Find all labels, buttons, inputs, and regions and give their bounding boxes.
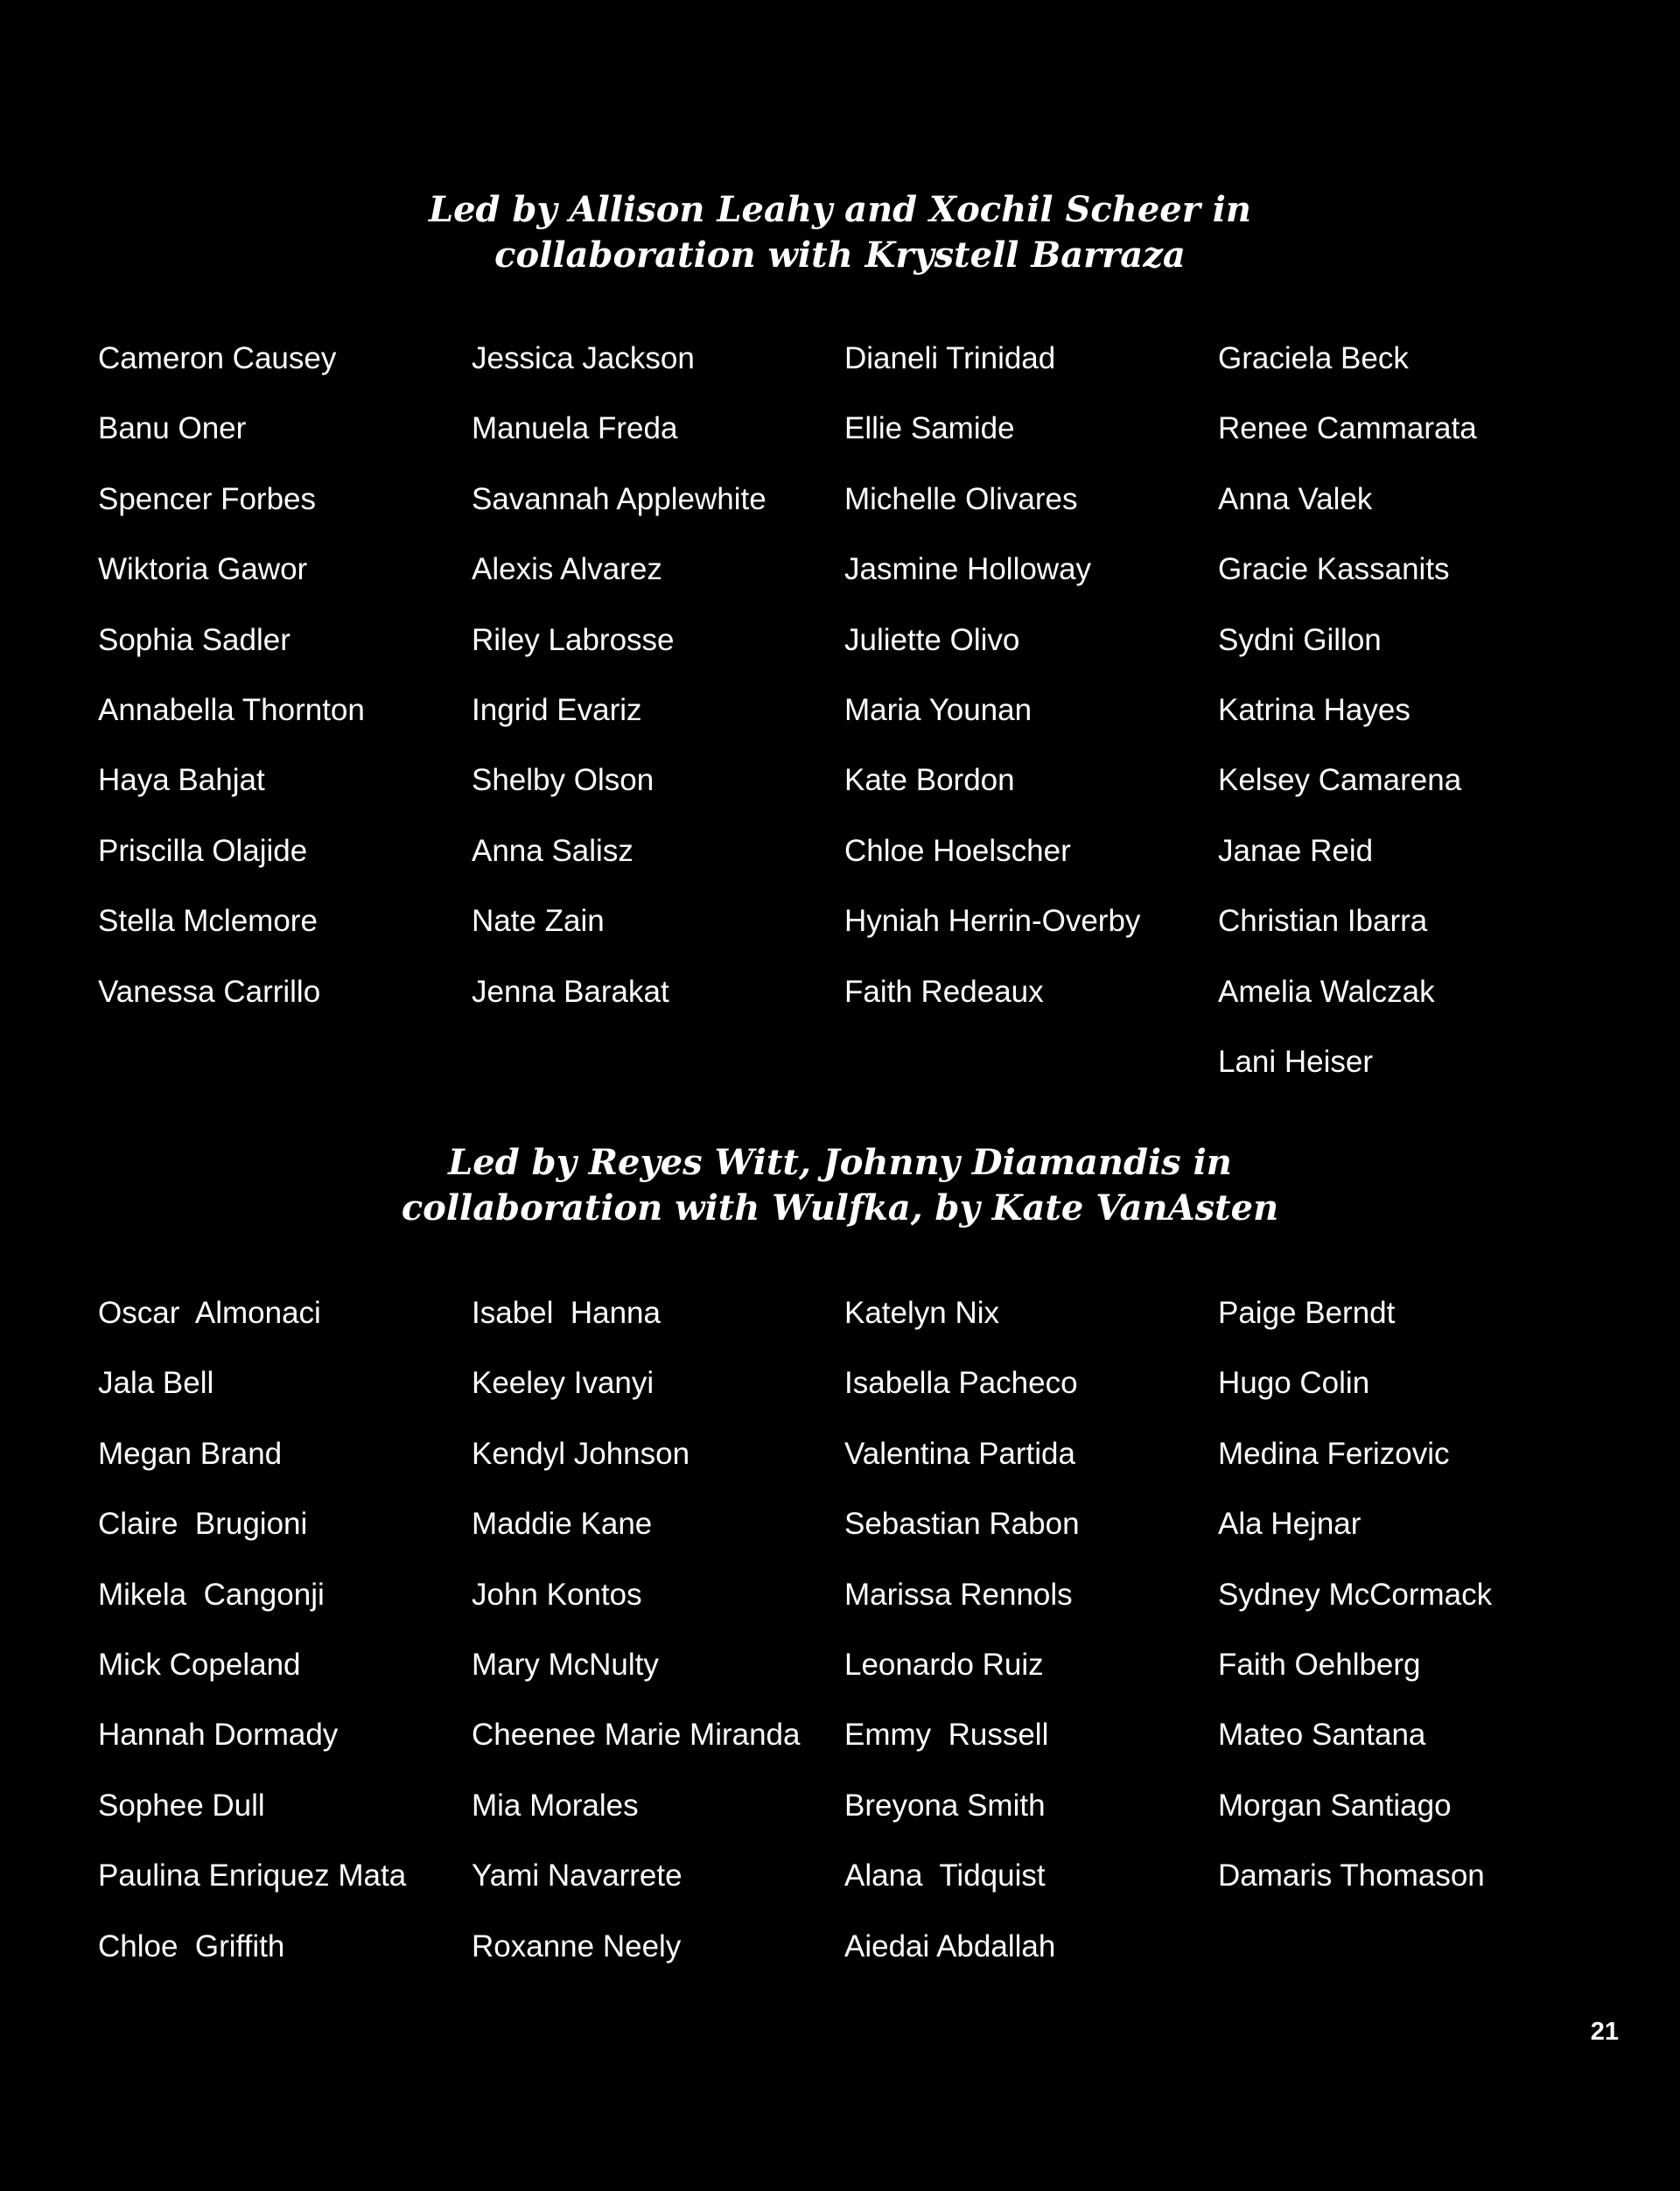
name-column bbox=[1218, 336, 1586, 1110]
person-name: Maddie Kane bbox=[472, 1507, 653, 1542]
person-name: Claire Brugioni bbox=[98, 1507, 308, 1542]
person-name: Keeley Ivanyi bbox=[472, 1366, 654, 1401]
person-name: Emmy Russell bbox=[844, 1718, 1049, 1753]
person-name: Isabella Pacheco bbox=[844, 1366, 1078, 1401]
person-name: Savannah Applewhite bbox=[472, 481, 766, 516]
person-name: Priscilla Olajide bbox=[98, 833, 308, 868]
person-name: Nate Zain bbox=[472, 904, 605, 939]
person-name: Haya Bahjat bbox=[98, 763, 265, 798]
person-name: Juliette Olivo bbox=[844, 622, 1020, 657]
person-name: Aiedai Abdallah bbox=[844, 1928, 1056, 1964]
person-name: Jessica Jackson bbox=[472, 341, 695, 375]
page-number: 21 bbox=[1590, 2018, 1619, 2046]
person-name: Sydni Gillon bbox=[1218, 622, 1382, 657]
person-name: Vanessa Carrillo bbox=[98, 974, 321, 1009]
person-name: Ala Hejnar bbox=[1218, 1507, 1362, 1542]
person-name: Jala Bell bbox=[98, 1366, 214, 1401]
person-name: Hyniah Herrin-Overby bbox=[844, 904, 1141, 939]
person-name: Yami Navarrete bbox=[472, 1858, 682, 1894]
person-name: Morgan Santiago bbox=[1218, 1788, 1452, 1823]
person-name: Spencer Forbes bbox=[98, 481, 317, 516]
name-column bbox=[844, 336, 1212, 1040]
person-name: Roxanne Neely bbox=[472, 1928, 682, 1964]
person-name: Maria Younan bbox=[844, 692, 1032, 727]
person-name: Jasmine Holloway bbox=[844, 552, 1092, 587]
person-name: Medina Ferizovic bbox=[1218, 1436, 1450, 1471]
person-name: Marissa Rennols bbox=[844, 1577, 1073, 1612]
person-name: Megan Brand bbox=[98, 1436, 283, 1471]
person-name: Gracie Kassanits bbox=[1218, 552, 1450, 587]
person-name: Paulina Enriquez Mata bbox=[98, 1858, 407, 1894]
person-name: Sophia Sadler bbox=[98, 622, 290, 657]
person-name: Chloe Hoelscher bbox=[844, 833, 1071, 868]
person-name: Cameron Causey bbox=[98, 341, 337, 375]
person-name: Shelby Olson bbox=[472, 763, 654, 798]
person-name: Anna Valek bbox=[1218, 481, 1373, 516]
person-name: Valentina Partida bbox=[844, 1436, 1075, 1471]
person-name: Chloe Griffith bbox=[98, 1928, 285, 1964]
person-name: Banu Oner bbox=[98, 411, 247, 446]
person-name: Mary McNulty bbox=[472, 1647, 659, 1682]
person-name: Christian Ibarra bbox=[1218, 904, 1428, 939]
person-name: Dianeli Trinidad bbox=[844, 341, 1056, 375]
heading-line: collaboration with Wulfka, by Kate VanAsten bbox=[401, 1187, 1279, 1228]
person-name: Kendyl Johnson bbox=[472, 1436, 690, 1471]
person-name: Oscar Almonaci bbox=[98, 1296, 321, 1330]
person-name: Mateo Santana bbox=[1218, 1718, 1426, 1753]
person-name: Kelsey Camarena bbox=[1218, 763, 1462, 798]
person-name: Alana Tidquist bbox=[844, 1858, 1046, 1894]
person-name: Breyona Smith bbox=[844, 1788, 1046, 1823]
person-name: Mick Copeland bbox=[98, 1647, 301, 1682]
person-name: Riley Labrosse bbox=[472, 622, 675, 657]
person-name: Sebastian Rabon bbox=[844, 1507, 1080, 1542]
person-name: Stella Mclemore bbox=[98, 904, 318, 939]
name-column bbox=[844, 1291, 1212, 1994]
person-name: Janae Reid bbox=[1218, 833, 1374, 868]
person-name: Paige Berndt bbox=[1218, 1296, 1396, 1330]
person-name: Alexis Alvarez bbox=[472, 552, 662, 587]
name-column bbox=[472, 1291, 839, 1994]
person-name: Hannah Dormady bbox=[98, 1718, 339, 1753]
person-name: Manuela Freda bbox=[472, 411, 678, 446]
heading-line: Led by Reyes Witt, Johnny Diamandis in bbox=[448, 1142, 1232, 1183]
person-name: Lani Heiser bbox=[1218, 1044, 1374, 1079]
person-name: Mia Morales bbox=[472, 1788, 639, 1823]
person-name: Wiktoria Gawor bbox=[98, 552, 308, 587]
person-name: Isabel Hanna bbox=[472, 1296, 661, 1330]
section-heading bbox=[0, 187, 1680, 278]
person-name: Kate Bordon bbox=[844, 763, 1015, 798]
person-name: Mikela Cangonji bbox=[98, 1577, 325, 1612]
person-name: Renee Cammarata bbox=[1218, 411, 1477, 446]
person-name: Katelyn Nix bbox=[844, 1296, 1000, 1330]
person-name: Annabella Thornton bbox=[98, 692, 365, 727]
person-name: Cheenee Marie Miranda bbox=[472, 1718, 801, 1753]
name-column bbox=[472, 336, 839, 1040]
person-name: Jenna Barakat bbox=[472, 974, 669, 1009]
person-name: Ellie Samide bbox=[844, 411, 1015, 446]
person-name: Sydney McCormack bbox=[1218, 1577, 1493, 1612]
person-name: Amelia Walczak bbox=[1218, 974, 1435, 1009]
name-column bbox=[98, 1291, 466, 1994]
person-name: Ingrid Evariz bbox=[472, 692, 642, 727]
person-name: John Kontos bbox=[472, 1577, 642, 1612]
person-name: Sophee Dull bbox=[98, 1788, 265, 1823]
person-name: Michelle Olivares bbox=[844, 481, 1078, 516]
person-name: Graciela Beck bbox=[1218, 341, 1409, 375]
person-name: Faith Oehlberg bbox=[1218, 1647, 1421, 1682]
name-column bbox=[98, 336, 466, 1040]
heading-line: Led by Allison Leahy and Xochil Scheer in bbox=[428, 189, 1252, 230]
person-name: Leonardo Ruiz bbox=[844, 1647, 1044, 1682]
person-name: Faith Redeaux bbox=[844, 974, 1044, 1009]
person-name: Anna Salisz bbox=[472, 833, 634, 868]
section-heading bbox=[0, 1140, 1680, 1231]
name-column bbox=[1218, 1291, 1586, 1924]
person-name: Katrina Hayes bbox=[1218, 692, 1410, 727]
heading-line: collaboration with Krystell Barraza bbox=[494, 234, 1186, 276]
person-name: Hugo Colin bbox=[1218, 1366, 1370, 1401]
person-name: Damaris Thomason bbox=[1218, 1858, 1485, 1894]
